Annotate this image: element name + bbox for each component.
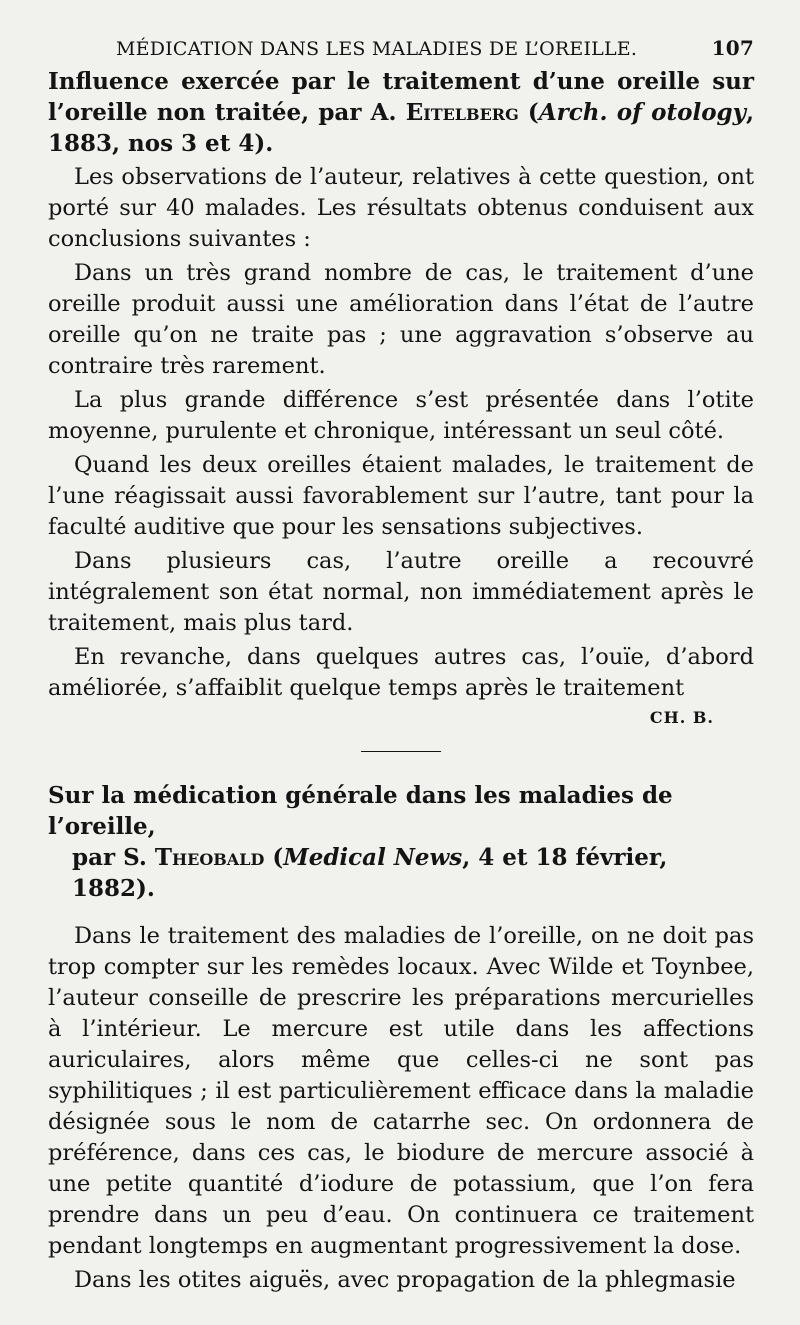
article-1-heading (48, 66, 754, 159)
article-1-source: Arch. of otology (538, 99, 746, 126)
article-2-by: par S. (72, 844, 155, 871)
article-2-title: Sur la médication générale dans les maladies de l’oreille, (48, 782, 673, 840)
article-1-author: Eitelberg (405, 99, 519, 126)
article-1-title: Influence exercée par le traitement d’une oreille sur l’oreille non traitée, (48, 68, 754, 126)
article-2-source: Medical News (283, 844, 463, 871)
article-2-heading (48, 780, 754, 904)
running-header (48, 36, 754, 60)
article-1-paragraph: La plus grande différence s’est présentée dans l’otite moyenne, purulente et chronique, intéressant un seul côté. (48, 387, 754, 444)
article-2-paragraph: Dans les otites aiguës, avec propagation de la phlegmasie (74, 1267, 736, 1293)
article-1-by: par A. (309, 99, 406, 126)
article-1-paragraph: Les observations de l’auteur, relatives à cette question, ont porté sur 40 malades. Les résultats obtenus conduisent aux conclusions suivantes : (48, 164, 754, 252)
article-1-citation: , 1883, nos 3 et 4). (48, 99, 754, 157)
article-1-paragraph: Dans plusieurs cas, l’autre oreille a recouvré intégralement son état normal, non immédiatement après le traitement, mais plus tard. (48, 548, 754, 636)
page-number: 107 (711, 36, 754, 60)
article-2-citation: , 4 et 18 février, 1882). (72, 844, 668, 902)
article-2-paren: ( (264, 844, 284, 871)
article-1-paragraph: Dans un très grand nombre de cas, le traitement d’une oreille produit aussi une amélioration dans l’état de l’autre oreille qu’on ne traite pas ; une aggravation s’observe au contraire très rarement. (48, 260, 754, 379)
article-1-signature: CH. B. (649, 708, 714, 727)
article-1-paragraph: Quand les deux oreilles étaient malades, le traitement de l’une réagissait aussi favorablement sur l’autre, tant pour la faculté auditive que pour les sensations subjectives. (48, 452, 754, 540)
article-2-byline (48, 842, 754, 904)
section-divider (361, 751, 441, 752)
article-2-paragraph: Dans le traitement des maladies de l’oreille, on ne doit pas trop compter sur les remèdes locaux. Avec Wilde et Toynbee, l’auteur conseille de prescrire les préparations mercurielles à l’intérieur. Le mercure est utile dans les affections auriculaires, alors même que celles-ci ne sont pas syphilitiques ; il est particulièrement efficace dans la maladie désignée sous le nom de catarrhe sec. On ordonnera de préférence, dans ces cas, le biodure de mercure associé à une petite quantité d’iodure de potassium, que l’on fera prendre dans un peu d’eau. On continuera ce traitement pendant longtemps en augmentant progressivement la dose. (48, 923, 754, 1259)
article-1-paragraph: En revanche, dans quelques autres cas, l’ouïe, d’abord améliorée, s’affaiblit quelque temps après le traitement (48, 644, 754, 701)
article-2-author: Theobald (154, 844, 265, 871)
article-1-paren: ( (518, 99, 539, 126)
running-title: MÉDICATION DANS LES MALADIES DE L’OREILLE. (116, 38, 638, 60)
